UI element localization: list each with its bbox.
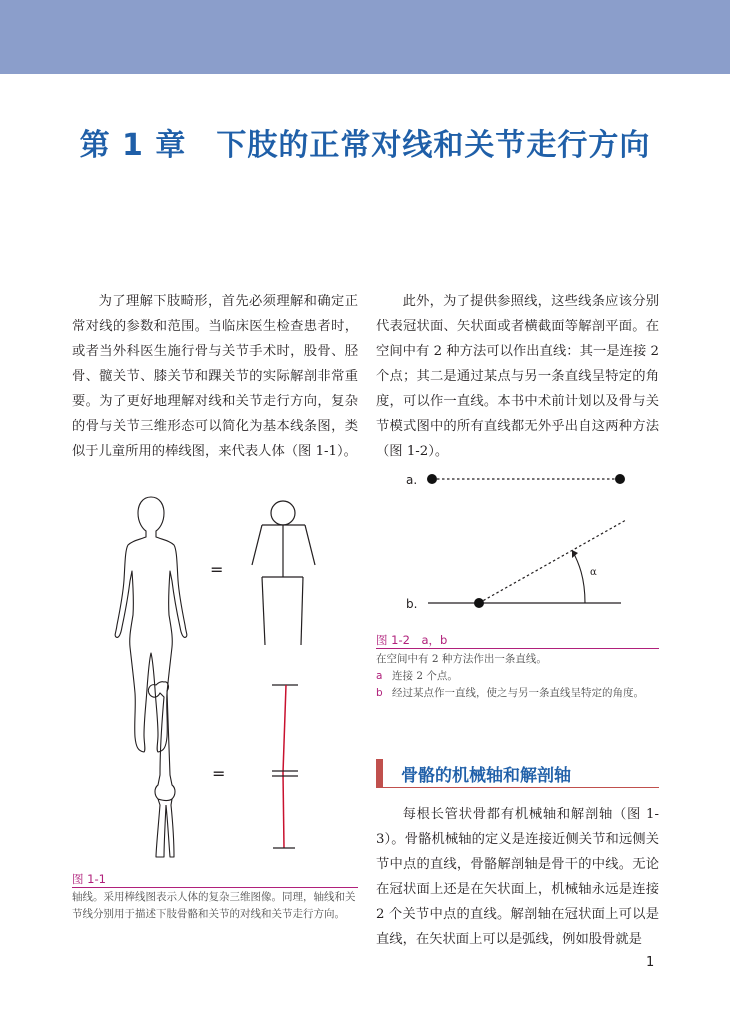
equals-sign-bottom: = <box>212 764 226 783</box>
page-number: 1 <box>646 955 655 970</box>
point-a2 <box>615 474 625 484</box>
chapter-title <box>0 120 730 164</box>
figure-1-2-caption: 在空间中有 2 种方法作出一条直线。 <box>376 653 547 665</box>
stick-figure <box>252 501 315 645</box>
axis-line-drawing <box>272 685 298 848</box>
item-text: 经过某点作一直线，使之与另一条直线呈特定的角度。 <box>392 687 644 699</box>
section-marker-bar <box>376 759 383 787</box>
figure-1-1-rule <box>72 887 358 888</box>
femur-tibia-drawing <box>148 682 175 857</box>
figure-1-2-items <box>376 668 659 702</box>
angle-alpha-label: α <box>590 567 597 578</box>
reference-lines-paragraph: 此外，为了提供参照线，这些线条应该分别代表冠状面、矢状面或者横截面等解剖平面。在空间中有 2 种方法可以作出直线：其一是连接 2 个点；其二是通过某点与另一条直线呈特定的角度，可以作一直线。本书中术前计划以及骨与关节模式图中的所有直线都无外乎出自这两种方法（图 1-2）。 <box>376 294 659 459</box>
figure-1-1-label: 图 1-1 <box>72 872 106 886</box>
figure-1-2 <box>376 460 659 630</box>
figure-1-2-label: 图 1-2 a，b <box>376 633 448 647</box>
point-b <box>474 598 484 608</box>
header-band <box>0 0 730 74</box>
item-key: b <box>376 687 383 699</box>
intro-paragraph: 为了理解下肢畸形，首先必须理解和确定正常对线的参数和范围。当临床医生检查患者时，或者当外科医生施行骨与关节手术时，股骨、胫骨、髋关节、膝关节和踝关节的实际解剖非常重要。为了更好地理解对线和关节走行方向，复杂的骨与关节三维形态可以简化为基本线条图，类似于儿童所用的棒线图，来代表人体（图 1-1）。 <box>72 294 358 459</box>
figure-1-2-item <box>376 668 659 685</box>
item-key: a <box>376 670 383 682</box>
section-title: 骨骼的机械轴和解剖轴 <box>401 766 571 786</box>
figure-1-2-item <box>376 685 659 702</box>
equals-sign-top: = <box>210 560 224 579</box>
figure-1-2-rule <box>376 648 659 649</box>
point-a-label: a. <box>406 473 418 487</box>
figure-1-1-caption: 轴线。采用棒线图表示人体的复杂三维图像。同理，轴线和关节线分别用于描述下肢骨骼和关节的对线和关节走行方向。 <box>72 891 356 920</box>
point-a1 <box>427 474 437 484</box>
point-b-label: b. <box>406 597 418 611</box>
item-text: 连接 2 个点。 <box>392 670 458 682</box>
angle-arc <box>572 550 585 603</box>
chapter-title-text: 下肢的正常对线和关节走行方向 <box>216 128 651 163</box>
chapter-number: 第 1 章 <box>79 128 187 163</box>
body-outline <box>115 497 187 752</box>
line-b-angled <box>479 520 626 603</box>
section-rule <box>376 787 659 788</box>
figure-1-1 <box>72 485 360 865</box>
axes-paragraph: 每根长管状骨都有机械轴和解剖轴（图 1-3）。骨骼机械轴的定义是连接近侧关节和远侧关节中点的直线，骨骼解剖轴是骨干的中线。无论在冠状面上还是在矢状面上，机械轴永远是连接 2 个关节中点的直线。解剖轴在冠状面上可以是直线，在矢状面上可以是弧线，例如股骨就是 <box>376 807 659 947</box>
